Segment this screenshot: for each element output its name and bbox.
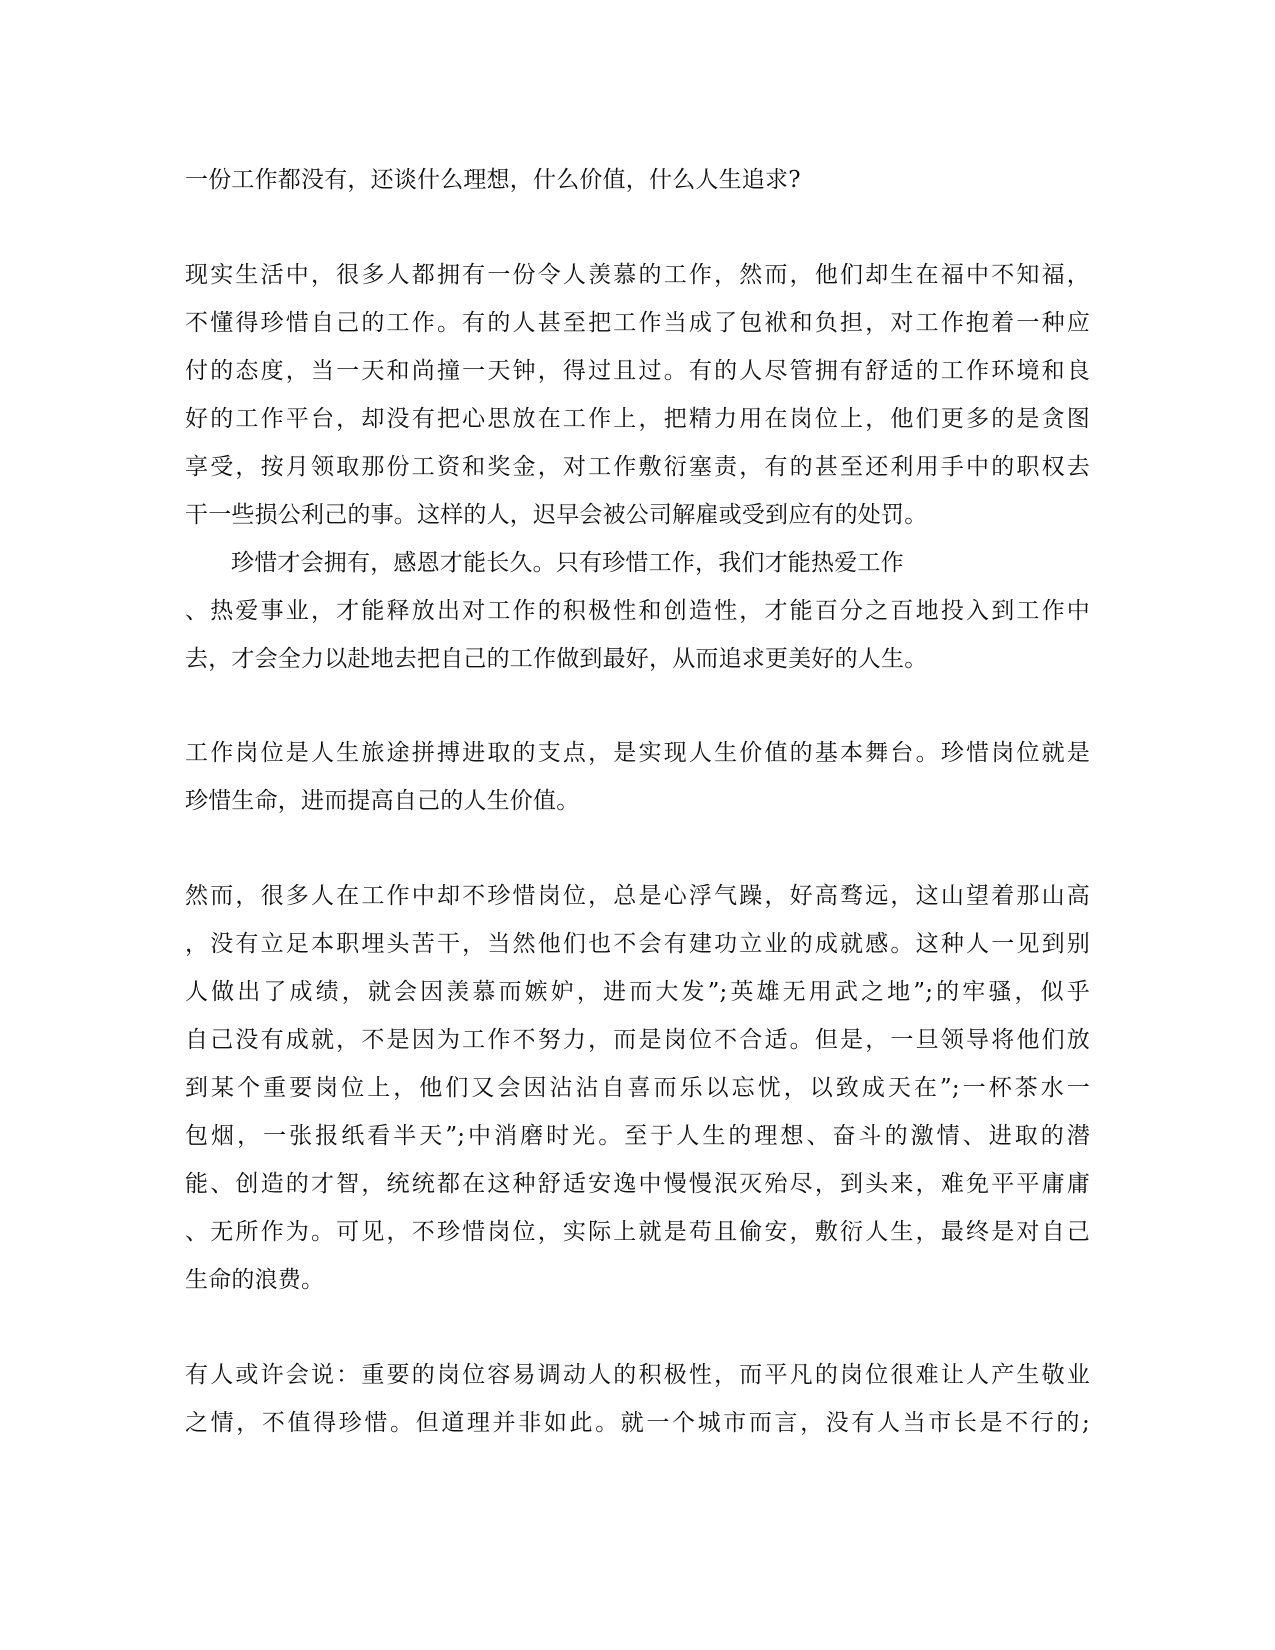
text-line: 人做出了成绩，就会因羡慕而嫉妒，进而大发”;英雄无用武之地”;的牢骚，似乎: [185, 979, 1090, 1005]
text-line: ，没有立足本职埋头苦干，当然他们也不会有建功立业的成就感。这种人一见到别: [185, 931, 1090, 957]
text-line: 生命的浪费。: [185, 1267, 325, 1293]
text-line: 付的态度，当一天和尚撞一天钟，得过且过。有的人尽管拥有舒适的工作环境和良: [185, 358, 1090, 384]
text-line: 一份工作都没有，还谈什么理想，什么价值，什么人生追求?: [185, 167, 801, 193]
text-line: 有人或许会说：重要的岗位容易调动人的积极性，而平凡的岗位很难让人产生敬业: [185, 1362, 1090, 1388]
text-line: 到某个重要岗位上，他们又会因沾沾自喜而乐以忘忧，以致成天在”;一杯茶水一: [185, 1075, 1090, 1101]
text-line: 好的工作平台，却没有把心思放在工作上，把精力用在岗位上，他们更多的是贪图: [185, 406, 1090, 432]
text-line: 能、创造的才智，统统都在这种舒适安逸中慢慢泯灭殆尽，到头来，难免平平庸庸: [185, 1171, 1090, 1197]
text-line: 、无所作为。可见，不珍惜岗位，实际上就是苟且偷安，敷衍人生，最终是对自己: [185, 1219, 1090, 1245]
text-line: 珍惜生命，进而提高自己的人生价值。: [185, 788, 580, 814]
text-line: 珍惜才会拥有，感恩才能长久。只有珍惜工作，我们才能热爱工作: [231, 550, 904, 576]
text-line: 去，才会全力以赴地去把自己的工作做到最好，从而追求更美好的人生。: [185, 646, 928, 672]
text-line: 工作岗位是人生旅途拼搏进取的支点，是实现人生价值的基本舞台。珍惜岗位就是: [185, 740, 1090, 766]
text-line: 之情，不值得珍惜。但道理并非如此。就一个城市而言，没有人当市长是不行的;: [185, 1410, 1090, 1436]
text-line: 不懂得珍惜自己的工作。有的人甚至把工作当成了包袱和负担，对工作抱着一种应: [185, 310, 1090, 336]
text-line: 、热爱事业，才能释放出对工作的积极性和创造性，才能百分之百地投入到工作中: [185, 598, 1090, 624]
text-line: 包烟，一张报纸看半天”;中消磨时光。至于人生的理想、奋斗的激情、进取的潜: [185, 1123, 1090, 1149]
text-line: 然而，很多人在工作中却不珍惜岗位，总是心浮气躁，好高骛远，这山望着那山高: [185, 883, 1090, 909]
text-line: 自己没有成就，不是因为工作不努力，而是岗位不合适。但是，一旦领导将他们放: [185, 1027, 1090, 1053]
text-line: 享受，按月领取那份工资和奖金，对工作敷衍塞责，有的甚至还利用手中的职权去: [185, 454, 1090, 480]
text-line: 现实生活中，很多人都拥有一份令人羡慕的工作，然而，他们却生在福中不知福，: [185, 262, 1090, 288]
text-line: 干一些损公利己的事。这样的人，迟早会被公司解雇或受到应有的处罚。: [185, 502, 928, 528]
